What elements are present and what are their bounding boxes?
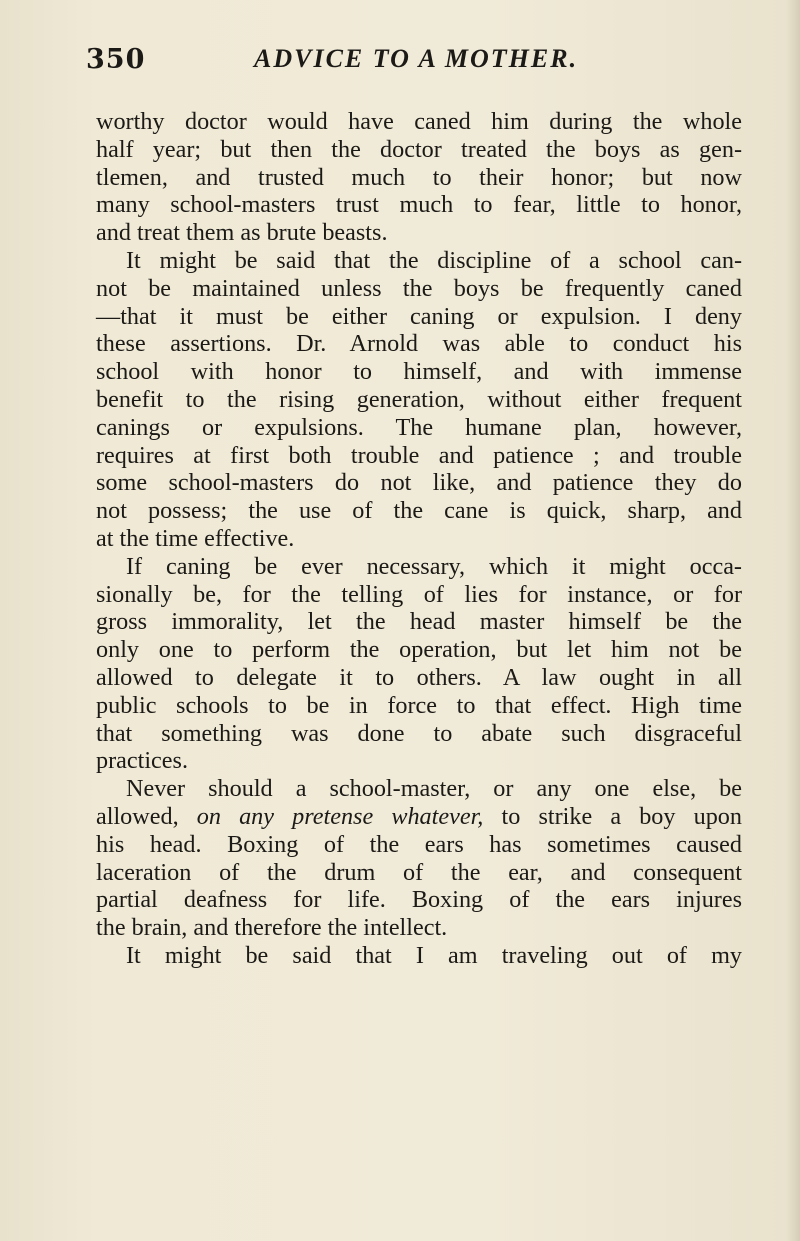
text-line: not be maintained unless the boys be frequently caned bbox=[96, 274, 742, 302]
page-edge-shadow bbox=[786, 0, 800, 1241]
text-line: sionally be, for the telling of lies for instance, or for bbox=[96, 580, 742, 608]
text-line: allowed to delegate it to others. A law ought in all bbox=[96, 663, 742, 691]
page-header bbox=[86, 44, 726, 80]
text-line: school with honor to himself, and with immense bbox=[96, 358, 742, 386]
text-line: some school-masters do not like, and patience they do bbox=[96, 469, 742, 497]
text-line: —that it must be either caning or expulsion. I deny bbox=[96, 302, 742, 330]
paragraph-start-line: It might be said that the discipline of a school can- bbox=[126, 246, 742, 274]
text-line-with-italic bbox=[96, 803, 742, 831]
text-line: only one to perform the operation, but let him not be bbox=[96, 636, 742, 664]
text-line: half year; but then the doctor treated the boys as gen- bbox=[96, 135, 742, 163]
text-line: many school-masters trust much to fear, little to honor, bbox=[96, 191, 742, 219]
text-segment: allowed, bbox=[96, 802, 179, 830]
italic-phrase: on any pretense whatever, bbox=[196, 802, 484, 830]
text-segment: to strike a boy upon bbox=[501, 802, 742, 830]
text-line: requires at first both trouble and patience ; and trouble bbox=[96, 441, 742, 469]
running-head: ADVICE TO A MOTHER. bbox=[254, 44, 579, 73]
text-line: the brain, and therefore the intellect. bbox=[96, 914, 448, 942]
text-line: gross immorality, let the head master himself be the bbox=[96, 608, 742, 636]
text-line: practices. bbox=[96, 747, 188, 775]
text-line: laceration of the drum of the ear, and consequent bbox=[96, 858, 742, 886]
text-line: tlemen, and trusted much to their honor; but now bbox=[96, 163, 742, 191]
text-line: canings or expulsions. The humane plan, however, bbox=[96, 413, 742, 441]
page-number: 350 bbox=[86, 44, 146, 75]
text-line: at the time effective. bbox=[96, 524, 295, 552]
text-line: partial deafness for life. Boxing of the ears injures bbox=[96, 886, 742, 914]
body-text bbox=[96, 108, 742, 970]
text-line: not possess; the use of the cane is quick, sharp, and bbox=[96, 497, 742, 525]
text-line: his head. Boxing of the ears has sometimes caused bbox=[96, 830, 742, 858]
paragraph-start-line: Never should a school-master, or any one else, be bbox=[126, 775, 742, 803]
text-line: public schools to be in force to that effect. High time bbox=[96, 691, 742, 719]
text-line: these assertions. Dr. Arnold was able to conduct his bbox=[96, 330, 742, 358]
paragraph-start-line: If caning be ever necessary, which it might occa- bbox=[126, 552, 742, 580]
text-line: benefit to the rising generation, without either frequent bbox=[96, 385, 742, 413]
paragraph-start-line: It might be said that I am traveling out of my bbox=[126, 941, 742, 969]
text-line: that something was done to abate such disgraceful bbox=[96, 719, 742, 747]
text-line: and treat them as brute beasts. bbox=[96, 219, 388, 247]
text-line: worthy doctor would have caned him during the whole bbox=[96, 108, 742, 135]
